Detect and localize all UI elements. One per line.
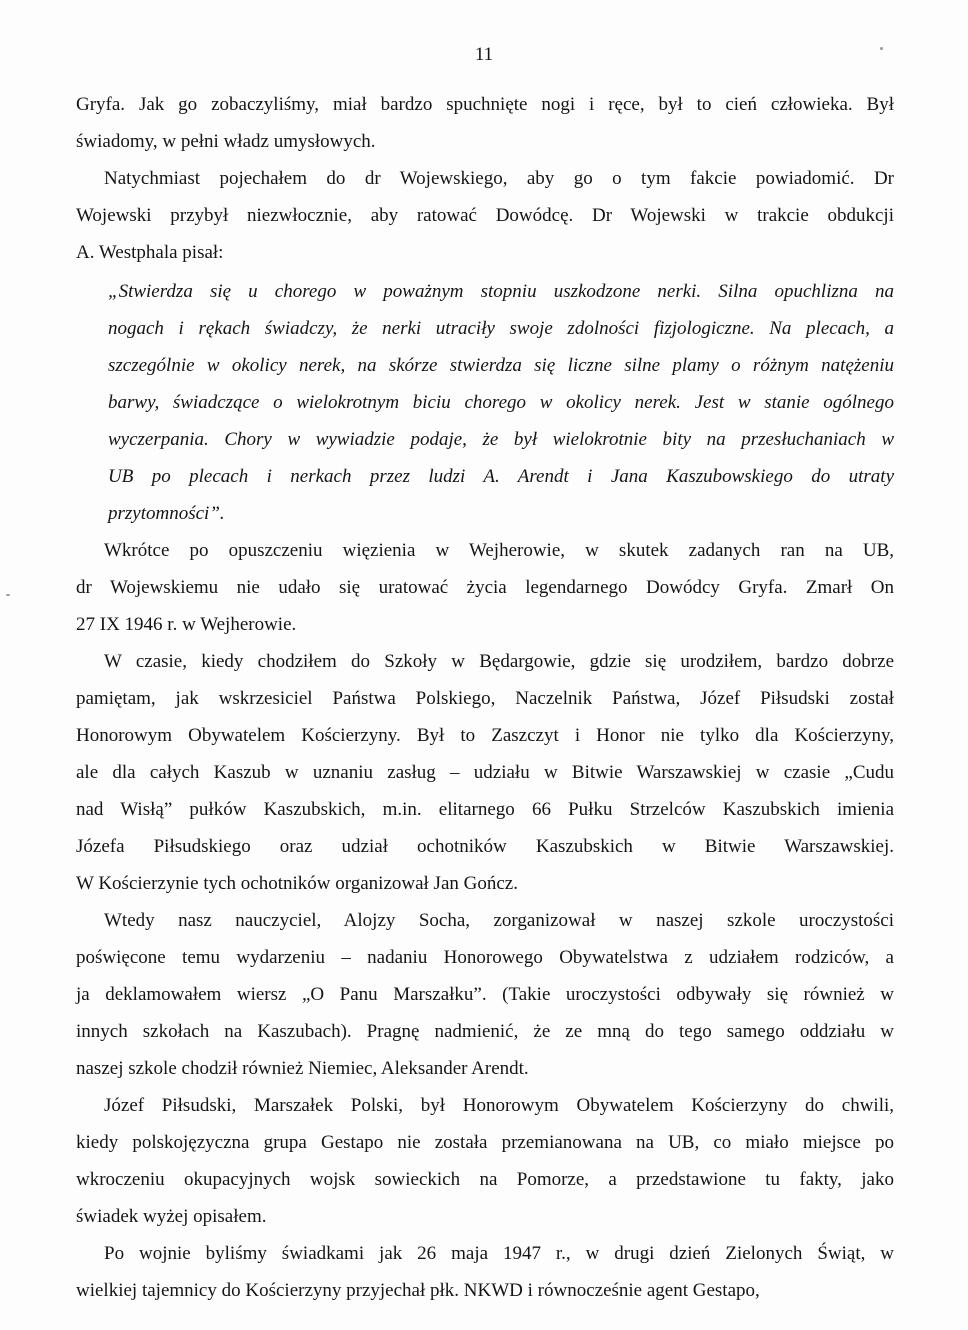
paragraph [76, 86, 894, 160]
paragraph [76, 1235, 894, 1309]
paragraph [76, 532, 894, 643]
text-line: świadomy, w pełni władz umysłowych. [76, 131, 376, 152]
text-line: naszej szkole chodził również Niemiec, Aleksander Arendt. [76, 1058, 529, 1079]
text-line: wkroczeniu okupacyjnych wojsk sowieckich na Pomorze, a przedstawione tu fakty, jako [76, 1169, 894, 1190]
text-line: poświęcone temu wydarzeniu – nadaniu Honorowego Obywatelstwa z udziałem rodziców, a [76, 947, 894, 968]
paragraph [76, 902, 894, 1087]
scan-speck [880, 47, 883, 50]
text-line: wyczerpania. Chory w wywiadzie podaje, że był wielokrotnie bity na przesłuchaniach w [108, 429, 894, 450]
text-line: nad Wisłą” pułków Kaszubskich, m.in. elitarnego 66 Pułku Strzelców Kaszubskich imienia [76, 799, 894, 820]
text-line: ale dla całych Kaszub w uznaniu zasług – udziału w Bitwie Warszawskiej w czasie „Cudu [76, 762, 894, 783]
text-line: W Kościerzynie tych ochotników organizował Jan Gończ. [76, 873, 518, 894]
quote-block [76, 273, 894, 532]
text-line: barwy, świadczące o wielokrotnym biciu chorego w okolicy nerek. Jest w stanie ogólnego [108, 392, 894, 413]
text-line: wielkiej tajemnicy do Kościerzyny przyjechał płk. NKWD i równocześnie agent Gestapo, [76, 1280, 760, 1301]
text-line: „Stwierdza się u chorego w poważnym stopniu uszkodzone nerki. Silna opuchlizna na [108, 281, 894, 302]
scan-speck [6, 594, 10, 596]
text-line: Józef Piłsudski, Marszałek Polski, był Honorowym Obywatelem Kościerzyny do chwili, [104, 1095, 894, 1116]
text-line: kiedy polskojęzyczna grupa Gestapo nie została przemianowana na UB, co miało miejsce po [76, 1132, 894, 1153]
text-line: przytomności”. [108, 503, 225, 524]
paragraph [76, 1087, 894, 1235]
text-line: dr Wojewskiemu nie udało się uratować życia legendarnego Dowódcy Gryfa. Zmarł On [76, 577, 894, 598]
paragraph [76, 160, 894, 271]
paragraph [76, 643, 894, 902]
text-line: szczególnie w okolicy nerek, na skórze stwierdza się liczne silne plamy o różnym natężeniu [108, 355, 894, 376]
text-line: Natychmiast pojechałem do dr Wojewskiego, aby go o tym fakcie powiadomić. Dr [104, 168, 894, 189]
text-line: Po wojnie byliśmy świadkami jak 26 maja 1947 r., w drugi dzień Zielonych Świąt, w [104, 1243, 894, 1264]
text-line: nogach i rękach świadczy, że nerki utraciły swoje zdolności fizjologiczne. Na plecach, a [108, 318, 894, 339]
body-text [76, 86, 894, 1309]
text-line: A. Westphala pisał: [76, 242, 224, 263]
text-line: Honorowym Obywatelem Kościerzyny. Był to Zaszczyt i Honor nie tylko dla Kościerzyny, [76, 725, 894, 746]
text-line: świadek wyżej opisałem. [76, 1206, 267, 1227]
text-line: W czasie, kiedy chodziłem do Szkoły w Będargowie, gdzie się urodziłem, bardzo dobrze [104, 651, 894, 672]
text-line: Wkrótce po opuszczeniu więzienia w Wejherowie, w skutek zadanych ran na UB, [104, 540, 894, 561]
page-number: 11 [474, 44, 494, 65]
text-line: Wtedy nasz nauczyciel, Alojzy Socha, zorganizował w naszej szkole uroczystości [104, 910, 894, 931]
text-line: UB po plecach i nerkach przez ludzi A. Arendt i Jana Kaszubowskiego do utraty [108, 466, 894, 487]
text-line: Wojewski przybył niezwłocznie, aby ratować Dowódcę. Dr Wojewski w trakcie obdukcji [76, 205, 894, 226]
text-line: pamiętam, jak wskrzesiciel Państwa Polskiego, Naczelnik Państwa, Józef Piłsudski został [76, 688, 894, 709]
text-line: innych szkołach na Kaszubach). Pragnę nadmienić, że ze mną do tego samego oddziału w [76, 1021, 894, 1042]
text-line: ja deklamowałem wiersz „O Panu Marszałku”. (Takie uroczystości odbywały się również w [76, 984, 894, 1005]
text-line: 27 IX 1946 r. w Wejherowie. [76, 614, 297, 635]
text-line: Józefa Piłsudskiego oraz udział ochotników Kaszubskich w Bitwie Warszawskiej. [76, 836, 894, 857]
text-line: Gryfa. Jak go zobaczyliśmy, miał bardzo spuchnięte nogi i ręce, był to cień człowieka. Był [76, 94, 894, 115]
